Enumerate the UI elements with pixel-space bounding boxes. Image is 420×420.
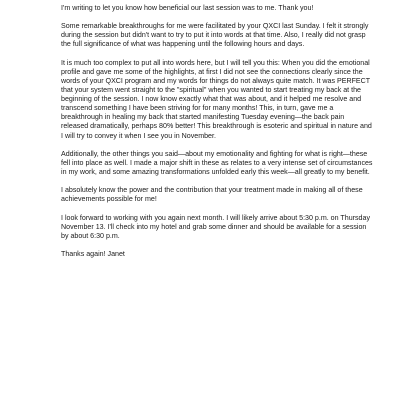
letter-paragraph-breakthroughs: Some remarkable breakthroughs for me were facilitated by your QXCI last Sunday. I felt it strongly during the session but didn't want to try to put it into words at that time. Also, I really did not grasp the full significance of what was happening until the following hours and days. xyxy=(61,22,369,49)
letter-paragraph-additional: Additionally, the other things you said—about my emotionality and fighting for what is right—these fell into place as well. I made a major shift in these as relates to a very intense set of circumstances in my work, and some amazing transformations unfolded early this week—all greatly to my benefit. xyxy=(61,149,373,176)
letter-signoff: Thanks again! Janet xyxy=(61,250,125,259)
letter-paragraph-gratitude: I absolutely know the power and the contribution that your treatment made in making all of these achievements possible for me! xyxy=(61,186,363,204)
letter-paragraph-opening: I'm writing to let you know how beneficial our last session was to me. Thank you! xyxy=(61,4,314,12)
letter-paragraph-next-visit: I look forward to working with you again next month. I will likely arrive about 5:30 p.m. on Thursday November 13. I'll check into my hotel and grab some dinner and should be available for a session by about 6:30 p.m. xyxy=(61,213,370,240)
letter-body xyxy=(61,4,373,259)
letter-paragraph-details: It is much too complex to put all into words here, but I will tell you this: When you did the emotional profile and gave me some of the highlights, at first I did not see the connections clearly since the words of your QXCI program and my words for things do not always quite match. It was PERFECT that your system went straight to the "spiritual" when you wanted to start treating my back at the beginning of the session. I now know exactly what that was about, and it helped me resolve and transcend something I have been striving for for many months! This, in turn, gave me a breakthrough in healing my back that started manifesting Tuesday evening—the back pain released dramatically, perhaps 80% better! This breakthrough is esoteric and spiritual in nature and I will try to convey it when I see you in November. xyxy=(61,58,372,140)
